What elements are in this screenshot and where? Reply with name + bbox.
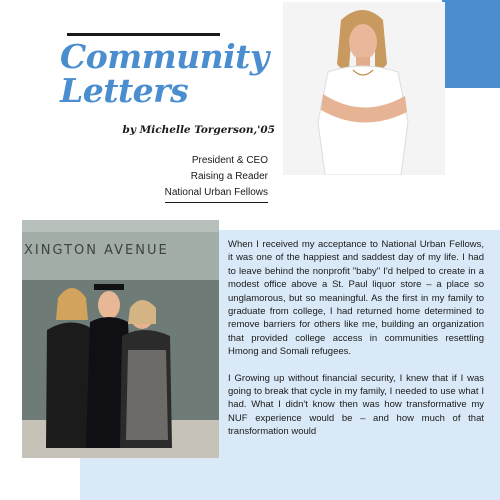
corner-accent-bar xyxy=(442,0,500,88)
title-line-1: Community xyxy=(60,37,269,76)
author-portrait-photo xyxy=(283,2,445,175)
title-line-2: Letters xyxy=(60,71,189,110)
article-paragraph-2: I Growing up without financial security, I knew that if I was going to break that cycle in my family, I needed to use what I had. What I didn't know then was how transformative my NUF experience would be – and how much of that transformation would xyxy=(228,372,484,438)
role-fellowship: National Urban Fellows xyxy=(165,185,268,203)
graduation-photo xyxy=(22,220,219,458)
title-rule xyxy=(67,33,220,36)
article-paragraph-1: When I received my acceptance to National Urban Fellows, it was one of the happiest and saddest day of my life. I had to leave behind the nonprofit "baby" I'd helped to create in a modest office above a St. Paul liquor store – a place so unglamorous, but so meaningful. As the first in my family to graduate from college, I had returned home determined to remove barriers for others like me, building an organization that provided college access in communities resettling Hmong and Somali refugees. xyxy=(228,239,484,358)
author-roles xyxy=(140,153,268,203)
role-organization: Raising a Reader xyxy=(190,171,268,182)
sign-text: XINGTON AVENUE xyxy=(24,243,169,258)
article-body xyxy=(228,238,484,452)
author-byline: by Michelle Torgerson,'05 xyxy=(122,124,275,136)
role-title: President & CEO xyxy=(191,155,268,166)
page-title xyxy=(60,37,280,110)
